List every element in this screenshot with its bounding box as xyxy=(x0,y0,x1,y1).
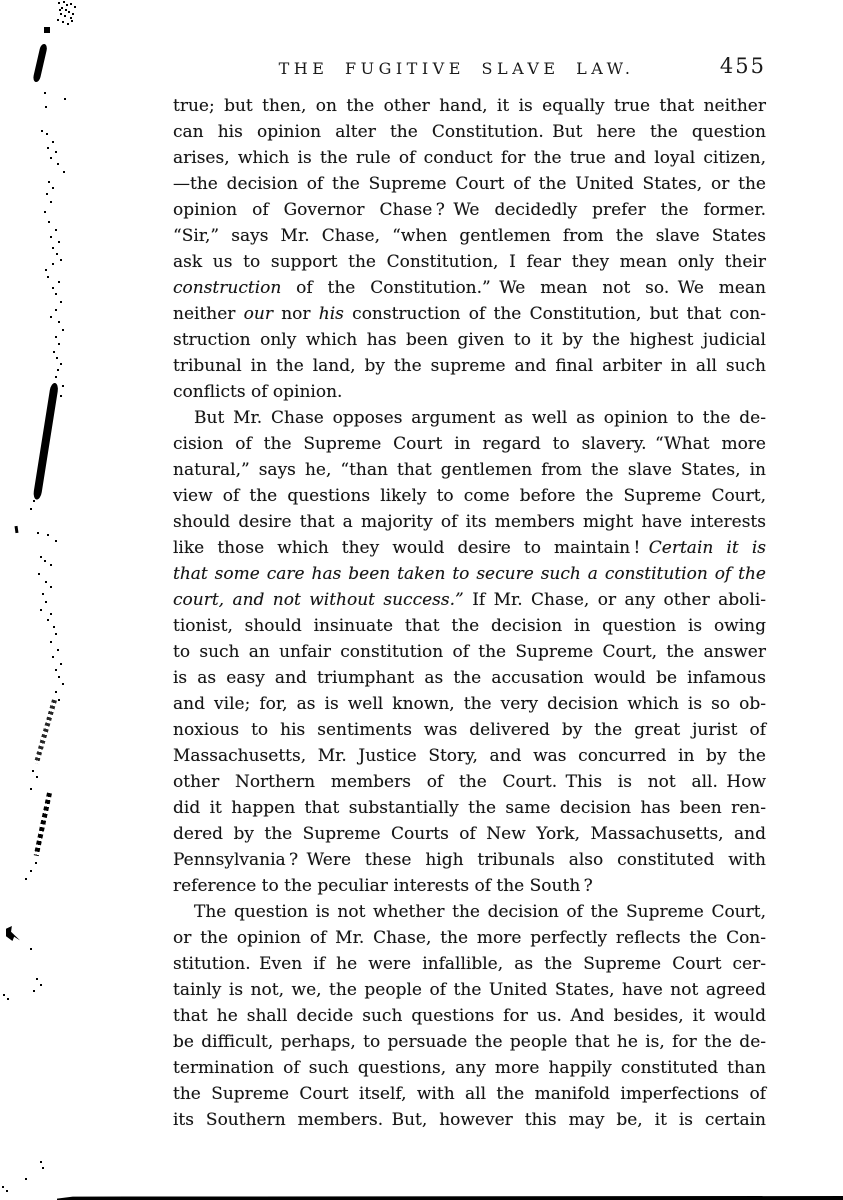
paragraph xyxy=(173,93,766,405)
text-line: that he shall decide such questions for us. And besides, it would xyxy=(173,1006,766,1026)
text-line: like those which they would desire to maintain ! Certain it is xyxy=(173,538,766,558)
text-line: to such an unfair constitution of the Supreme Court, the answer xyxy=(173,642,766,662)
text-line: should desire that a majority of its members might have interests xyxy=(173,512,766,532)
page-bottom-edge-line xyxy=(57,1196,843,1200)
text-line: can his opinion alter the Constitution. But here the question xyxy=(173,122,766,142)
text-line: tainly is not, we, the people of the United States, have not agreed xyxy=(173,980,766,1000)
ink-smudge-lower-b xyxy=(34,792,52,856)
text-line: tionist, should insinuate that the decision in question is owing xyxy=(173,616,766,636)
text-line: other Northern members of the Court. This is not all. How xyxy=(173,772,766,792)
ink-blot-arrow xyxy=(6,926,20,941)
text-line: Pennsylvania ? Were these high tribunals also constituted with xyxy=(173,850,766,870)
text-line: did it happen that substantially the same decision has been ren- xyxy=(173,798,766,818)
text-line: the Supreme Court itself, with all the manifold imperfections of xyxy=(173,1084,766,1104)
text-line: natural,” says he, “than that gentlemen from the slave States, in xyxy=(173,460,766,480)
text-line: that some care has been taken to secure such a constitution of the xyxy=(173,564,766,584)
text-line: termination of such questions, any more happily constituted than xyxy=(173,1058,766,1078)
text-line: struction only which has been given to it by the highest judicial xyxy=(173,330,766,350)
text-line: —the decision of the Supreme Court of the United States, or the xyxy=(173,174,766,194)
text-line: cision of the Supreme Court in regard to slavery. “What more xyxy=(173,434,766,454)
text-line: view of the questions likely to come before the Supreme Court, xyxy=(173,486,766,506)
text-line: But Mr. Chase opposes argument as well as opinion to the de- xyxy=(194,408,766,428)
text-line: ask us to support the Constitution, I fear they mean only their xyxy=(173,252,766,272)
running-header-title: THE FUGITIVE SLAVE LAW. xyxy=(278,59,635,78)
text-line: court, and not without success.” If Mr. Chase, or any other aboli- xyxy=(173,590,767,610)
text-line: Massachusetts, Mr. Justice Story, and was concurred in by the xyxy=(173,746,766,766)
text-line: neither our nor his construction of the Constitution, but that con- xyxy=(173,304,766,324)
text-line: is as easy and triumphant as the accusation would be infamous xyxy=(173,668,766,688)
text-block xyxy=(173,93,766,1133)
ink-smudge-lower-a xyxy=(34,699,57,764)
ink-tick-mark xyxy=(15,526,19,533)
ink-smudge-middle xyxy=(33,382,59,500)
text-line: The question is not whether the decision of the Supreme Court, xyxy=(194,902,766,922)
text-line: true; but then, on the other hand, it is equally true that neither xyxy=(173,96,766,116)
text-line: its Southern members. But, however this may be, it is certain xyxy=(173,1110,766,1130)
text-line: opinion of Governor Chase ? We decidedly prefer the former. xyxy=(173,200,766,220)
text-line: arises, which is the rule of conduct for the true and loyal citizen, xyxy=(173,148,766,168)
text-line: “Sir,” says Mr. Chase, “when gentlemen from the slave States xyxy=(173,226,766,246)
text-line: stitution. Even if he were infallible, as the Supreme Court cer- xyxy=(173,954,766,974)
page-number: 455 xyxy=(719,54,766,78)
paragraph xyxy=(173,405,766,899)
text-line: dered by the Supreme Courts of New York, Massachusetts, and xyxy=(173,824,766,844)
paragraph xyxy=(173,899,766,1133)
text-line: reference to the peculiar interests of the South ? xyxy=(173,876,593,896)
text-line: or the opinion of Mr. Chase, the more perfectly reflects the Con- xyxy=(173,928,766,948)
text-line: and vile; for, as is well known, the very decision which is so ob- xyxy=(173,694,766,714)
text-line: noxious to his sentiments was delivered by the great jurist of xyxy=(173,720,766,740)
text-line: be difficult, perhaps, to persuade the people that he is, for the de- xyxy=(173,1032,766,1052)
running-header xyxy=(173,54,766,86)
text-line: conflicts of opinion. xyxy=(173,382,343,402)
ink-smudge-top xyxy=(32,43,48,83)
scan-speckle-dots xyxy=(0,0,2,2)
text-line: construction of the Constitution.” We mean not so. We mean xyxy=(173,278,766,298)
text-line: tribunal in the land, by the supreme and final arbiter in all such xyxy=(173,356,766,376)
